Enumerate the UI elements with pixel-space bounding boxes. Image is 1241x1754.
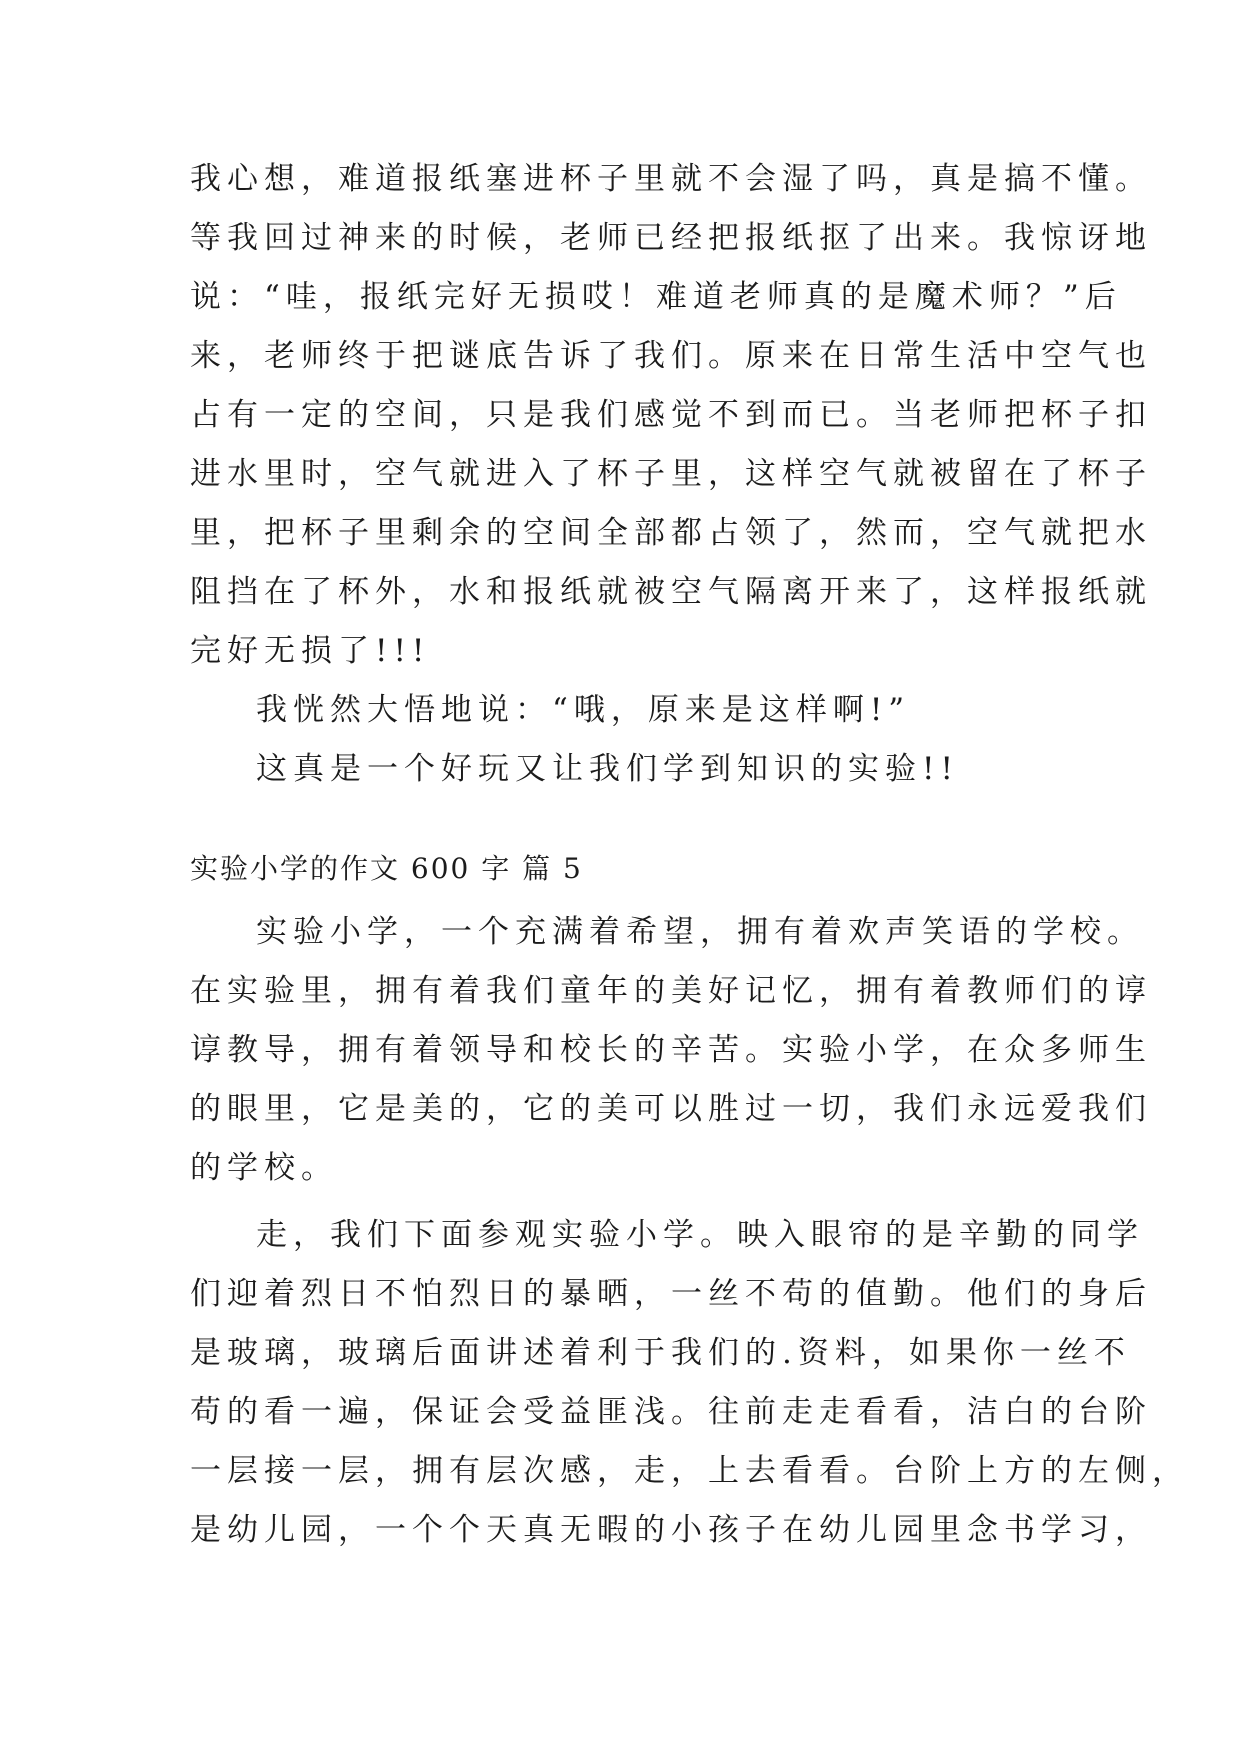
text-line: 是幼儿园，一个个天真无暇的小孩子在幼儿园里念书学习，: [190, 1512, 1152, 1548]
text-line: 占有一定的空间，只是我们感觉不到而已。当老师把杯子扣: [190, 397, 1152, 433]
paragraph-continued: [190, 150, 1152, 681]
text-line: 来，老师终于把谜底告诉了我们。原来在日常生活中空气也: [190, 338, 1152, 374]
document-body: [190, 150, 1189, 1560]
text-line: 是玻璃，玻璃后面讲述着利于我们的.资料，如果你一丝不: [190, 1335, 1131, 1371]
text-line: 苟的看一遍，保证会受益匪浅。往前走走看看，洁白的台阶: [190, 1394, 1152, 1430]
text-line: 我心想，难道报纸塞进杯子里就不会湿了吗，真是搞不懂。: [190, 161, 1152, 197]
text-line: 里，把杯子里剩余的空间全部都占领了，然而，空气就把水: [190, 515, 1152, 551]
text-line: 的学校。: [190, 1150, 338, 1186]
text-line: 等我回过神来的时候，老师已经把报纸抠了出来。我惊讶地: [190, 220, 1152, 256]
paragraph-intro: [190, 903, 1152, 1198]
section-heading: 实验小学的作文 600 字 篇 5: [190, 852, 583, 885]
text-line: 一层接一层，拥有层次感，走，上去看看。台阶上方的左侧，: [190, 1453, 1189, 1489]
text-line: 完好无损了!!!: [190, 633, 431, 669]
paragraph-tour: [190, 1206, 1189, 1560]
text-line: 谆教导，拥有着领导和校长的辛苦。实验小学，在众多师生: [190, 1032, 1152, 1068]
text-line: 在实验里，拥有着我们童年的美好记忆，拥有着教师们的谆: [190, 973, 1152, 1009]
text-line: 说：“哇，报纸完好无损哎！难道老师真的是魔术师？”后: [190, 279, 1122, 315]
text-line: 的眼里，它是美的，它的美可以胜过一切，我们永远爱我们: [190, 1091, 1152, 1127]
text-line: 进水里时，空气就进入了杯子里，这样空气就被留在了杯子: [190, 456, 1152, 492]
paragraph-conclusion: 这真是一个好玩又让我们学到知识的实验!!: [256, 751, 959, 787]
text-line: 们迎着烈日不怕烈日的暴晒，一丝不苟的值勤。他们的身后: [190, 1276, 1152, 1312]
paragraph-realization: 我恍然大悟地说：“哦，原来是这样啊!”: [256, 692, 911, 728]
text-line: 实验小学，一个充满着希望，拥有着欢声笑语的学校。: [256, 914, 1144, 950]
text-line: 走，我们下面参观实验小学。映入眼帘的是辛勤的同学: [256, 1217, 1144, 1253]
section-gap: [190, 799, 1070, 839]
text-line: 阻挡在了杯外，水和报纸就被空气隔离开来了，这样报纸就: [190, 574, 1152, 610]
